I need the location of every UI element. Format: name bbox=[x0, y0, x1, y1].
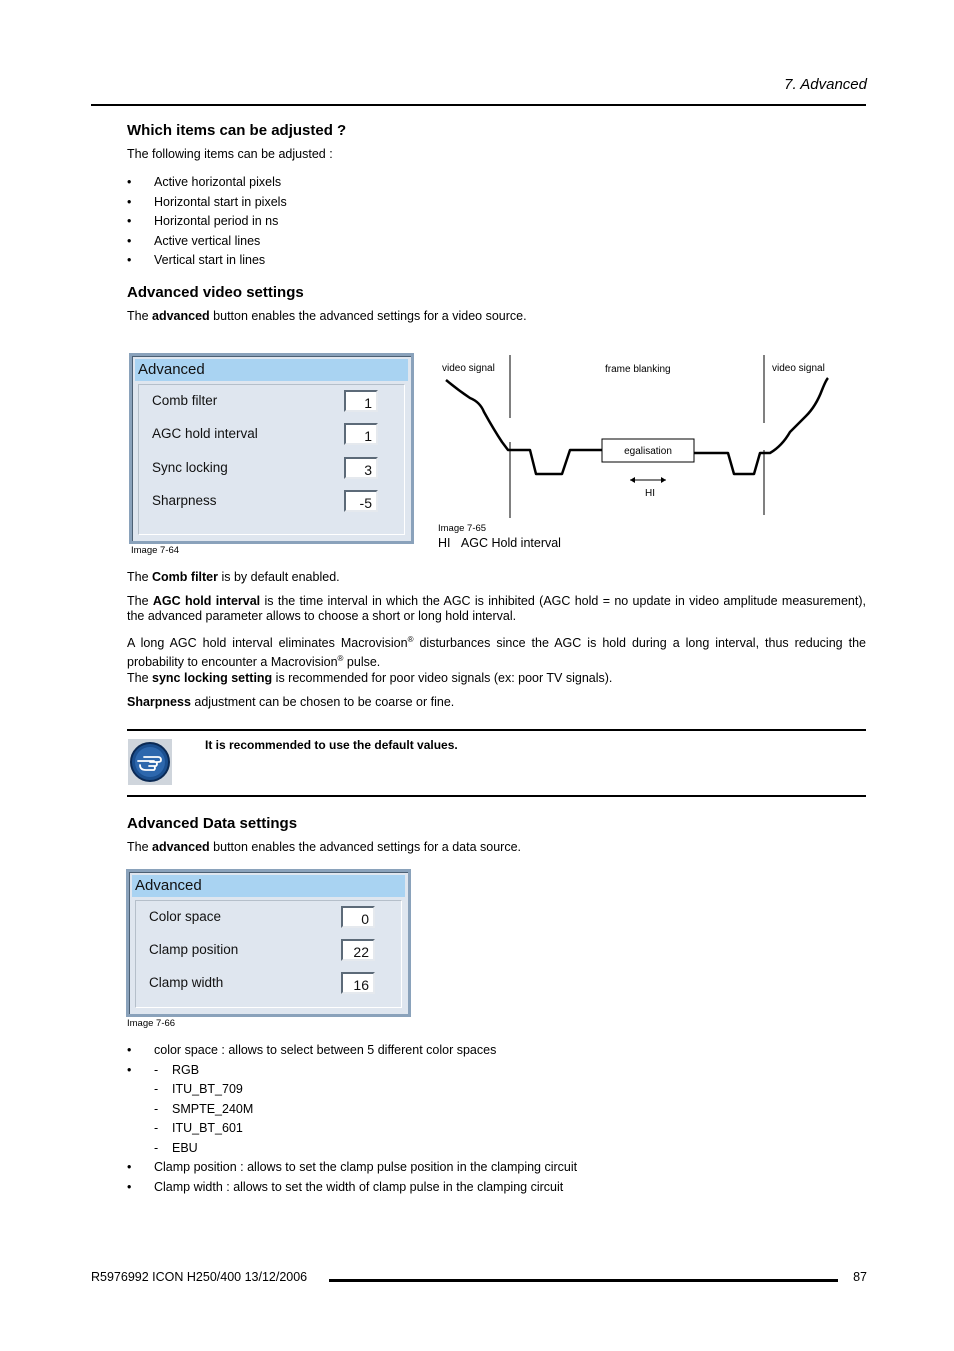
list-item: • Clamp width : allows to set the width of clamp pulse in the clamping circuit bbox=[127, 1178, 577, 1198]
paragraph-comb-filter: The Comb filter is by default enabled. bbox=[127, 570, 340, 584]
image-caption: Image 7-66 bbox=[127, 1018, 176, 1029]
diagram-caption: Image 7-65 bbox=[438, 523, 487, 534]
color-space-sublist bbox=[127, 1061, 577, 1159]
clamp-position-label: Clamp position bbox=[149, 942, 239, 957]
paragraph-macrovision: A long AGC hold interval eliminates Macrovision® disturbances since the AGC is hold during a long interval, thus reducing the probability to encounter a Macrovision® pulse. bbox=[127, 635, 866, 670]
sync-locking-field[interactable]: 3 bbox=[344, 457, 378, 479]
list-item: • Clamp position : allows to set the clamp pulse position in the clamping circuit bbox=[127, 1158, 577, 1178]
list-item: • Horizontal period in ns bbox=[127, 212, 287, 232]
footer-doc-id: R5976992 ICON H250/400 13/12/2006 bbox=[91, 1270, 308, 1284]
list-item: - • RGB bbox=[154, 1061, 577, 1081]
color-space-label: Color space bbox=[149, 909, 222, 924]
list-item: • Horizontal start in pixels bbox=[127, 193, 287, 213]
advanced-video-panel bbox=[129, 353, 414, 544]
section-heading-video-settings: Advanced video settings bbox=[127, 284, 304, 301]
clamp-position-field[interactable]: 22 bbox=[341, 939, 375, 961]
header-rule bbox=[91, 104, 866, 106]
data-settings-list bbox=[127, 1041, 577, 1197]
list-item: - ITU_BT_601 bbox=[154, 1119, 577, 1139]
list-item: • Vertical start in lines bbox=[127, 251, 287, 271]
footer-rule bbox=[329, 1279, 838, 1282]
note-icon bbox=[128, 739, 172, 785]
list-item: • Active horizontal pixels bbox=[127, 173, 287, 193]
section2-intro: The advanced button enables the advanced settings for a video source. bbox=[127, 309, 527, 323]
section-heading-adjustable-items: Which items can be adjusted ? bbox=[127, 122, 347, 139]
diagram-label-center: frame blanking bbox=[605, 364, 671, 375]
video-signal-diagram bbox=[436, 350, 846, 520]
sharpness-field[interactable]: -5 bbox=[344, 490, 378, 512]
panel-title: Advanced bbox=[132, 875, 405, 897]
advanced-data-panel bbox=[126, 869, 411, 1017]
paragraph-agc-hold: The AGC hold interval is the time interval in which the AGC is inhibited (AGC hold = no update in video amplitude measurement), the advanced parameter allows to choose a short or long hold interval. bbox=[127, 594, 866, 623]
note-rule-top bbox=[127, 729, 866, 731]
image-caption: Image 7-64 bbox=[131, 545, 180, 556]
diagram-legend: HI AGC Hold interval bbox=[438, 536, 561, 550]
section3-intro: The advanced button enables the advanced settings for a data source. bbox=[127, 840, 522, 854]
list-item: - ITU_BT_709 bbox=[154, 1080, 577, 1100]
egalisation-label: egalisation bbox=[624, 446, 672, 457]
hi-arrow-label: HI bbox=[645, 488, 655, 499]
sharpness-label: Sharpness bbox=[152, 493, 217, 508]
sync-locking-label: Sync locking bbox=[152, 460, 228, 475]
panel-title: Advanced bbox=[135, 359, 408, 381]
agc-hold-interval-field[interactable]: 1 bbox=[344, 423, 378, 445]
comb-filter-field[interactable]: 1 bbox=[344, 390, 378, 412]
page-number: 87 bbox=[853, 1270, 867, 1284]
paragraph-sharpness: Sharpness adjustment can be chosen to be coarse or fine. bbox=[127, 695, 455, 709]
clamp-width-label: Clamp width bbox=[149, 975, 224, 990]
adjustable-items-list bbox=[127, 173, 287, 271]
diagram-label-left: video signal bbox=[442, 363, 495, 374]
note-text: It is recommended to use the default values. bbox=[205, 738, 458, 752]
list-item: - SMPTE_240M bbox=[154, 1100, 577, 1120]
comb-filter-label: Comb filter bbox=[152, 393, 218, 408]
paragraph-sync-locking: The sync locking setting is recommended for poor video signals (ex: poor TV signals). bbox=[127, 671, 613, 685]
chapter-title: 7. Advanced bbox=[784, 76, 867, 93]
section-heading-data-settings: Advanced Data settings bbox=[127, 815, 298, 832]
section1-intro: The following items can be adjusted : bbox=[127, 147, 333, 161]
color-space-field[interactable]: 0 bbox=[341, 906, 375, 928]
clamp-width-field[interactable]: 16 bbox=[341, 972, 375, 994]
list-item: • color space : allows to select between 5 different color spaces bbox=[127, 1041, 577, 1061]
list-item: • Active vertical lines bbox=[127, 232, 287, 252]
diagram-label-right: video signal bbox=[772, 363, 825, 374]
note-rule-bottom bbox=[127, 795, 866, 797]
list-item: - EBU bbox=[154, 1139, 577, 1159]
agc-hold-interval-label: AGC hold interval bbox=[152, 426, 258, 441]
